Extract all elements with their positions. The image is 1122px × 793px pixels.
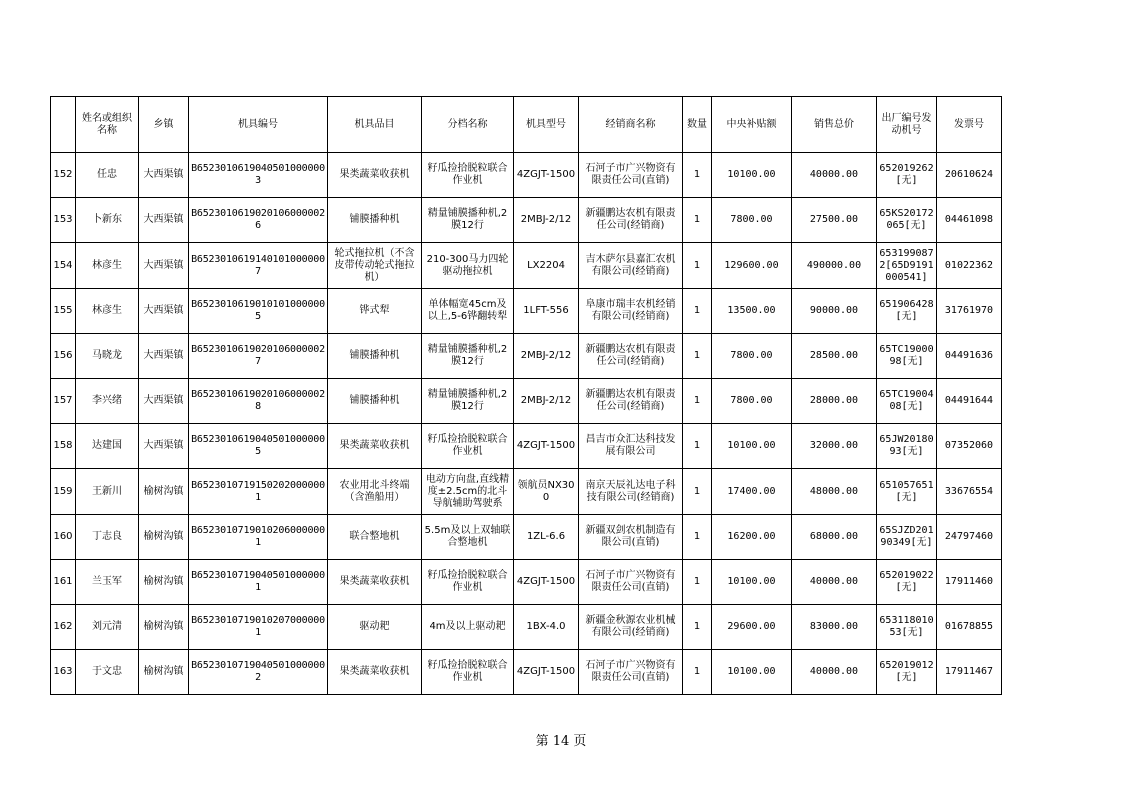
owner-name: 卜新东	[76, 198, 139, 243]
model: 4ZGJT-1500	[514, 424, 579, 469]
model: 4ZGJT-1500	[514, 560, 579, 605]
serial-number: 652019262[无]	[877, 153, 937, 198]
invoice-number: 17911467	[937, 650, 1002, 695]
dealer: 昌吉市众汇达科技发展有限公司	[579, 424, 683, 469]
grade: 籽瓜捡拾脱粒联合作业机	[422, 424, 514, 469]
model: 领航员NX300	[514, 469, 579, 515]
invoice-number: 07352060	[937, 424, 1002, 469]
township: 大西渠镇	[139, 424, 189, 469]
model: 2MBJ-2/12	[514, 379, 579, 424]
invoice-number: 01022362	[937, 243, 1002, 289]
model-header: 机具型号	[514, 97, 579, 153]
category: 轮式拖拉机（不含皮带传动轮式拖拉机）	[328, 243, 422, 289]
grade: 精量铺膜播种机,2膜12行	[422, 198, 514, 243]
serial-number: 65311801053[无]	[877, 605, 937, 650]
serial-number: 651057651[无]	[877, 469, 937, 515]
table-row	[51, 379, 1002, 424]
quantity: 1	[683, 605, 712, 650]
dealer: 新疆鹏达农机有限责任公司(经销商)	[579, 198, 683, 243]
subsidy-amount: 7800.00	[712, 379, 792, 424]
township: 大西渠镇	[139, 243, 189, 289]
row-index: 155	[51, 289, 76, 334]
subsidy-amount: 7800.00	[712, 198, 792, 243]
table-header-row	[51, 97, 1002, 153]
model: 4ZGJT-1500	[514, 650, 579, 695]
quantity: 1	[683, 560, 712, 605]
serial-number: 65KS20172065[无]	[877, 198, 937, 243]
row-index: 154	[51, 243, 76, 289]
grade: 单体幅宽45cm及以上,5-6铧翻转犁	[422, 289, 514, 334]
subsidy-amount: 7800.00	[712, 334, 792, 379]
model: 1ZL-6.6	[514, 515, 579, 560]
quantity: 1	[683, 153, 712, 198]
table-row	[51, 243, 1002, 289]
category: 果类蔬菜收获机	[328, 650, 422, 695]
quantity: 1	[683, 289, 712, 334]
serial-number: 65TC1900408[无]	[877, 379, 937, 424]
model: 1BX-4.0	[514, 605, 579, 650]
machine-id: B65230106190101010000005	[189, 289, 328, 334]
machine-id: B65230106190201060000028	[189, 379, 328, 424]
table-row	[51, 424, 1002, 469]
machine-id: B65230107190405010000001	[189, 560, 328, 605]
table-row	[51, 650, 1002, 695]
owner-name: 任忠	[76, 153, 139, 198]
serial-number: 652019012[无]	[877, 650, 937, 695]
invoice-header: 发票号	[937, 97, 1002, 153]
subsidy-amount: 29600.00	[712, 605, 792, 650]
grade-header: 分档名称	[422, 97, 514, 153]
invoice-number: 24797460	[937, 515, 1002, 560]
model: 1LFT-556	[514, 289, 579, 334]
category: 铧式犁	[328, 289, 422, 334]
total-price-header: 销售总价	[792, 97, 877, 153]
quantity: 1	[683, 243, 712, 289]
row-index: 152	[51, 153, 76, 198]
row-index: 156	[51, 334, 76, 379]
township: 榆树沟镇	[139, 650, 189, 695]
owner-name: 林彦生	[76, 243, 139, 289]
township: 大西渠镇	[139, 334, 189, 379]
serial-number: 651906428[无]	[877, 289, 937, 334]
category: 果类蔬菜收获机	[328, 424, 422, 469]
total-price: 83000.00	[792, 605, 877, 650]
machine-id: B65230107190102070000001	[189, 605, 328, 650]
grade: 精量铺膜播种机,2膜12行	[422, 334, 514, 379]
dealer: 新疆鹏达农机有限责任公司(经销商)	[579, 379, 683, 424]
serial-number: 652019022[无]	[877, 560, 937, 605]
serial-number: 6531990872[65D9191000541]	[877, 243, 937, 289]
township: 榆树沟镇	[139, 515, 189, 560]
table-row	[51, 515, 1002, 560]
table-row	[51, 560, 1002, 605]
total-price: 32000.00	[792, 424, 877, 469]
township: 榆树沟镇	[139, 469, 189, 515]
serial-header: 出厂编号发动机号	[877, 97, 937, 153]
machine-id: B65230107191502020000001	[189, 469, 328, 515]
dealer: 石河子市广兴物资有限责任公司(直销)	[579, 560, 683, 605]
model: 4ZGJT-1500	[514, 153, 579, 198]
category: 果类蔬菜收获机	[328, 560, 422, 605]
quantity: 1	[683, 334, 712, 379]
total-price: 48000.00	[792, 469, 877, 515]
category: 农业用北斗终端（含渔船用）	[328, 469, 422, 515]
total-price: 40000.00	[792, 560, 877, 605]
total-price: 40000.00	[792, 650, 877, 695]
owner-name: 李兴绪	[76, 379, 139, 424]
township: 榆树沟镇	[139, 560, 189, 605]
row-index: 153	[51, 198, 76, 243]
machine-id-header: 机具编号	[189, 97, 328, 153]
subsidy-amount: 13500.00	[712, 289, 792, 334]
total-price: 28500.00	[792, 334, 877, 379]
category: 果类蔬菜收获机	[328, 153, 422, 198]
category: 驱动耙	[328, 605, 422, 650]
invoice-number: 33676554	[937, 469, 1002, 515]
row-index: 157	[51, 379, 76, 424]
total-price: 68000.00	[792, 515, 877, 560]
machine-id: B65230106191401010000007	[189, 243, 328, 289]
subsidy-table	[50, 96, 1002, 695]
owner-name: 兰玉军	[76, 560, 139, 605]
serial-number: 65JW2018093[无]	[877, 424, 937, 469]
dealer: 新疆金秋源农业机械有限公司(经销商)	[579, 605, 683, 650]
row-index: 159	[51, 469, 76, 515]
subsidy-header: 中央补贴额	[712, 97, 792, 153]
machine-id: B65230107190405010000002	[189, 650, 328, 695]
serial-number: 65SJZD20190349[无]	[877, 515, 937, 560]
subsidy-amount: 17400.00	[712, 469, 792, 515]
grade: 籽瓜捡拾脱粒联合作业机	[422, 560, 514, 605]
row-index: 163	[51, 650, 76, 695]
machine-id: B65230106190405010000003	[189, 153, 328, 198]
dealer: 石河子市广兴物资有限责任公司(直销)	[579, 153, 683, 198]
owner-name: 于文忠	[76, 650, 139, 695]
dealer: 新疆双剑农机制造有限公司(直销)	[579, 515, 683, 560]
subsidy-amount: 129600.00	[712, 243, 792, 289]
quantity: 1	[683, 198, 712, 243]
category: 联合整地机	[328, 515, 422, 560]
category-header: 机具品目	[328, 97, 422, 153]
table-row	[51, 469, 1002, 515]
dealer: 新疆鹏达农机有限责任公司(经销商)	[579, 334, 683, 379]
grade: 5.5m及以上双轴联合整地机	[422, 515, 514, 560]
owner-name: 达建国	[76, 424, 139, 469]
dealer: 南京天辰礼达电子科技有限公司(经销商)	[579, 469, 683, 515]
invoice-number: 04491644	[937, 379, 1002, 424]
quantity: 1	[683, 650, 712, 695]
grade: 4m及以上驱动耙	[422, 605, 514, 650]
table-body	[51, 153, 1002, 695]
page-number: 第 14 页	[535, 734, 587, 749]
subsidy-amount: 10100.00	[712, 650, 792, 695]
row-index: 160	[51, 515, 76, 560]
table-row	[51, 289, 1002, 334]
quantity: 1	[683, 379, 712, 424]
serial-number: 65TC1900098[无]	[877, 334, 937, 379]
dealer: 吉木萨尔县嘉汇农机有限公司(经销商)	[579, 243, 683, 289]
subsidy-amount: 10100.00	[712, 560, 792, 605]
township: 榆树沟镇	[139, 605, 189, 650]
invoice-number: 01678855	[937, 605, 1002, 650]
category: 铺膜播种机	[328, 198, 422, 243]
grade: 电动方向盘,直线精度±2.5cm的北斗导航辅助驾驶系	[422, 469, 514, 515]
grade: 210-300马力四轮驱动拖拉机	[422, 243, 514, 289]
quantity: 1	[683, 424, 712, 469]
township: 大西渠镇	[139, 198, 189, 243]
model: 2MBJ-2/12	[514, 334, 579, 379]
quantity-header: 数量	[683, 97, 712, 153]
grade: 精量铺膜播种机,2膜12行	[422, 379, 514, 424]
owner-name: 丁志良	[76, 515, 139, 560]
machine-id: B65230106190201060000026	[189, 198, 328, 243]
row-index: 158	[51, 424, 76, 469]
dealer-header: 经销商名称	[579, 97, 683, 153]
owner-name: 王新川	[76, 469, 139, 515]
owner-name: 林彦生	[76, 289, 139, 334]
total-price: 28000.00	[792, 379, 877, 424]
owner-name: 刘元清	[76, 605, 139, 650]
total-price: 27500.00	[792, 198, 877, 243]
invoice-number: 17911460	[937, 560, 1002, 605]
model: LX2204	[514, 243, 579, 289]
subsidy-amount: 10100.00	[712, 424, 792, 469]
table-row	[51, 334, 1002, 379]
invoice-number: 04461098	[937, 198, 1002, 243]
table-row	[51, 605, 1002, 650]
machine-id: B65230106190405010000005	[189, 424, 328, 469]
grade: 籽瓜捡拾脱粒联合作业机	[422, 650, 514, 695]
table-row	[51, 198, 1002, 243]
total-price: 90000.00	[792, 289, 877, 334]
subsidy-amount: 10100.00	[712, 153, 792, 198]
quantity: 1	[683, 469, 712, 515]
row-index: 161	[51, 560, 76, 605]
machine-id: B65230107190102060000001	[189, 515, 328, 560]
total-price: 40000.00	[792, 153, 877, 198]
township: 大西渠镇	[139, 379, 189, 424]
subsidy-amount: 16200.00	[712, 515, 792, 560]
table-row	[51, 153, 1002, 198]
total-price: 490000.00	[792, 243, 877, 289]
invoice-number: 04491636	[937, 334, 1002, 379]
model: 2MBJ-2/12	[514, 198, 579, 243]
machine-id: B65230106190201060000027	[189, 334, 328, 379]
row-index: 162	[51, 605, 76, 650]
quantity: 1	[683, 515, 712, 560]
invoice-number: 31761970	[937, 289, 1002, 334]
index-header	[51, 97, 76, 153]
owner-name: 马晓龙	[76, 334, 139, 379]
category: 铺膜播种机	[328, 334, 422, 379]
township-header: 乡镇	[139, 97, 189, 153]
dealer: 石河子市广兴物资有限责任公司(直销)	[579, 650, 683, 695]
township: 大西渠镇	[139, 289, 189, 334]
name-header: 姓名或组织名称	[76, 97, 139, 153]
invoice-number: 20610624	[937, 153, 1002, 198]
dealer: 阜康市瑞丰农机经销有限公司(经销商)	[579, 289, 683, 334]
category: 铺膜播种机	[328, 379, 422, 424]
township: 大西渠镇	[139, 153, 189, 198]
grade: 籽瓜捡拾脱粒联合作业机	[422, 153, 514, 198]
